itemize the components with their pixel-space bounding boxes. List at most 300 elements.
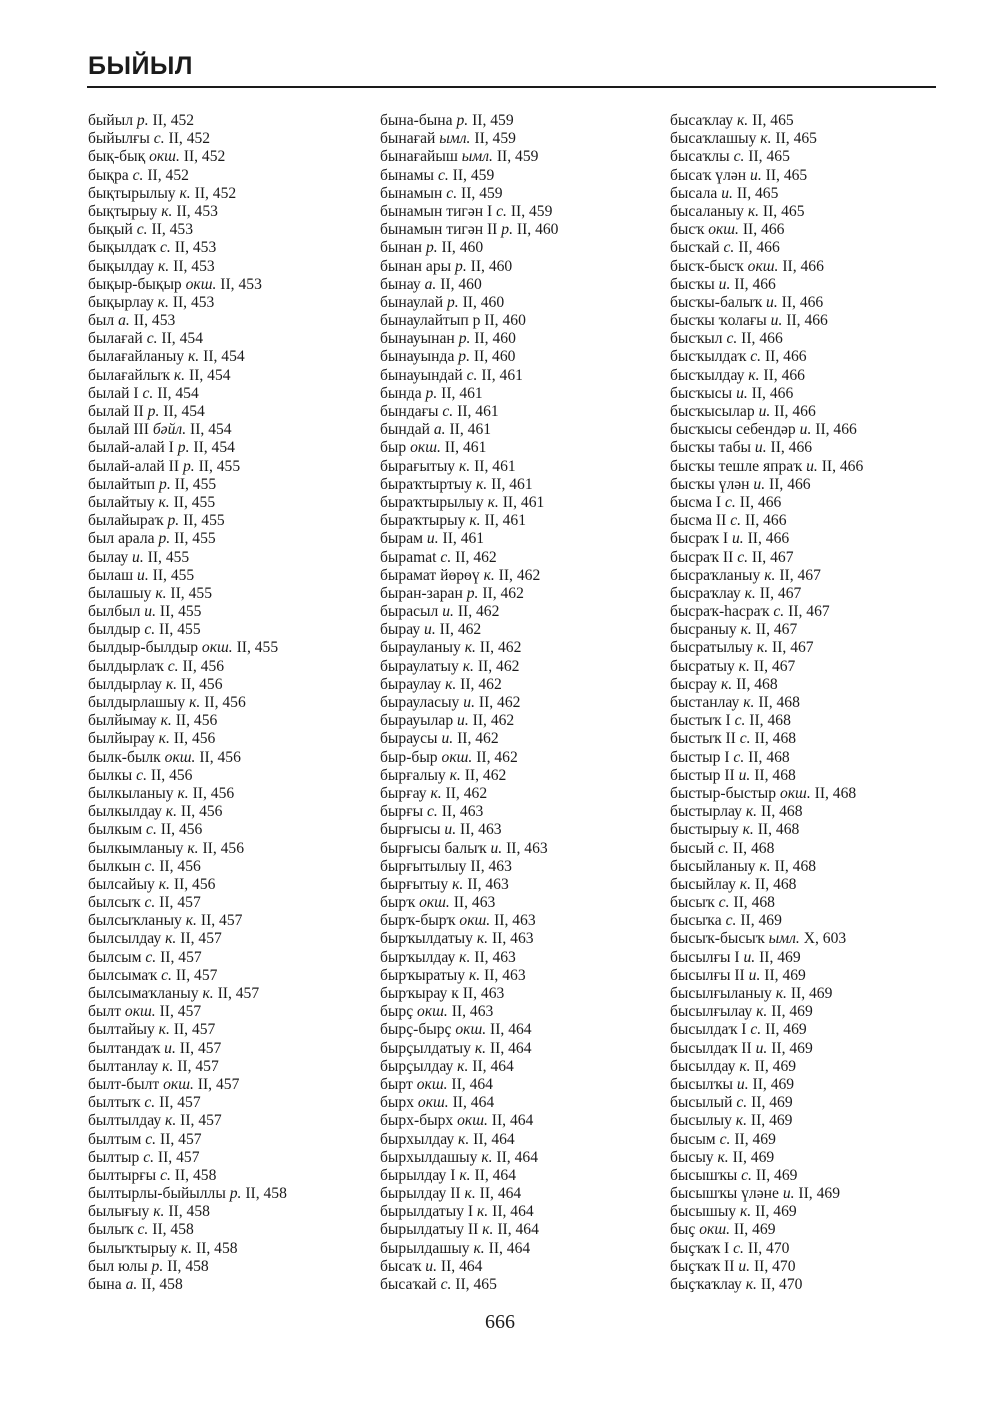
entry-grammar-mark: с. (466, 366, 478, 384)
entry-grammar-mark: к. (188, 348, 200, 366)
entry-headword: бысыу (670, 1148, 714, 1166)
entry-reference: II, 463 (467, 875, 509, 893)
index-column-1 (88, 112, 287, 1294)
entry-headword: бынан ары (380, 257, 452, 275)
entry-reference: II, 453 (174, 239, 217, 257)
index-entry (88, 367, 287, 385)
entry-grammar-mark: к. (464, 1185, 476, 1203)
entry-reference: II, 462 (457, 730, 499, 748)
entry-reference: II, 462 (477, 657, 520, 675)
index-entry (670, 549, 863, 567)
index-entry (88, 639, 287, 657)
index-entry (88, 930, 287, 948)
index-entry (670, 294, 863, 312)
entry-reference: II, 460 (473, 348, 516, 366)
entry-reference: II, 458 (167, 1257, 209, 1275)
entry-reference: II, 455 (173, 493, 216, 511)
index-entry (380, 512, 558, 530)
entry-grammar-mark: к. (748, 366, 760, 384)
index-entry (670, 1167, 863, 1185)
entry-reference: II, 457 (179, 1039, 222, 1057)
index-entry (670, 1112, 863, 1130)
index-entry (88, 603, 287, 621)
entry-reference: II, 468 (757, 821, 800, 839)
index-entry (380, 767, 558, 785)
entry-reference: II, 468 (814, 784, 857, 802)
index-entry (88, 1076, 287, 1094)
index-entry (380, 876, 558, 894)
entry-reference: II, 462 (439, 621, 482, 639)
index-entry (88, 348, 287, 366)
entry-headword: бына-бына (380, 112, 453, 129)
entry-grammar-mark: к. (717, 1148, 729, 1166)
entry-headword: бысылдаҡ II (670, 1039, 752, 1057)
entry-reference: II, 457 (217, 985, 260, 1002)
entry-grammar-mark: к. (180, 1239, 193, 1257)
entry-headword: былай-алай I (88, 439, 174, 457)
index-entry (88, 912, 287, 930)
entry-grammar-mark: с. (143, 1148, 155, 1166)
entry-reference: II, 468 (758, 694, 800, 711)
index-entry (88, 840, 287, 858)
index-entry (380, 967, 558, 985)
entry-grammar-mark: с. (153, 130, 165, 148)
entry-grammar-mark: и. (806, 457, 818, 475)
entry-reference: II, 458 (196, 1239, 238, 1257)
entry-reference: II, 469 (771, 1003, 813, 1021)
index-entry (88, 403, 287, 421)
entry-grammar-mark: к. (760, 130, 772, 148)
entry-reference: II, 458 (141, 1276, 183, 1293)
entry-grammar-mark: к. (739, 875, 751, 893)
entry-headword: быраҡтырыу (380, 512, 466, 530)
entry-headword: бықылдау (88, 257, 155, 275)
entry-grammar-mark: к. (459, 948, 471, 966)
entry-headword: бықтырыу (88, 202, 158, 220)
entry-grammar-mark: к. (474, 1039, 487, 1057)
entry-headword: былкым (88, 821, 143, 839)
entry-reference: II, 457 (159, 894, 201, 912)
index-entry (670, 821, 863, 839)
entry-reference: II, 467 (772, 639, 814, 657)
entry-grammar-mark: к. (476, 930, 489, 948)
index-entry (380, 330, 558, 348)
entry-grammar-mark: а. (433, 421, 446, 439)
entry-grammar-mark: р. (466, 584, 479, 602)
entry-grammar-mark: с. (146, 821, 157, 839)
index-entry (670, 985, 863, 1003)
entry-grammar-mark: и. (718, 275, 731, 293)
entry-headword: был (88, 312, 115, 330)
entry-grammar-mark: с. (719, 1130, 731, 1148)
index-entry (380, 1112, 558, 1130)
entry-headword: бырхылдашыу (380, 1148, 478, 1166)
entry-grammar-mark: к. (179, 184, 191, 202)
index-entry (670, 385, 863, 403)
entry-grammar-mark: ымл. (461, 148, 493, 166)
entry-grammar-mark: к. (158, 257, 170, 275)
index-entry (670, 1240, 863, 1258)
entry-grammar-mark: и. (457, 712, 469, 730)
entry-reference: II, 463 (441, 803, 484, 821)
entry-headword: бықтырылыу (88, 184, 176, 202)
index-entry (88, 1021, 287, 1039)
index-entry (88, 185, 287, 203)
index-entry (670, 912, 863, 930)
entry-grammar-mark: к. (469, 512, 481, 530)
entry-reference: II, 465 (762, 202, 805, 220)
entry-reference: II, 469 (754, 1057, 797, 1075)
entry-reference: II, 466 (821, 457, 864, 475)
entry-reference: II, 466 (782, 257, 824, 275)
entry-headword: бысраҡлау (670, 584, 741, 602)
entry-reference: II, 460 (484, 312, 526, 330)
entry-reference: II, 456 (173, 730, 216, 748)
entry-headword: бысратыу (670, 657, 735, 675)
entry-grammar-mark: к. (165, 930, 177, 948)
entry-reference: II, 464 (474, 1166, 517, 1184)
index-entry (380, 730, 558, 748)
entry-headword: бырҡыратыу (380, 966, 466, 984)
entry-headword: былдыр (88, 621, 141, 639)
index-entry (670, 730, 863, 748)
entry-headword: бысраҡ-һасраҡ (670, 603, 770, 621)
entry-reference: II, 466 (763, 366, 805, 384)
entry-grammar-mark: к. (744, 584, 756, 602)
index-entry (88, 676, 287, 694)
index-entry (670, 1076, 863, 1094)
entry-headword: бысраҡланыу (670, 566, 761, 584)
index-entry (88, 312, 287, 330)
entry-grammar-mark: окш. (457, 1112, 488, 1130)
index-entry (380, 476, 558, 494)
entry-headword: бысҡысы (670, 384, 733, 402)
entry-reference: II, 462 (472, 712, 515, 730)
entry-grammar-mark: с. (736, 1094, 748, 1112)
index-entry (670, 203, 863, 221)
entry-headword: бырам (380, 530, 423, 548)
index-entry (88, 1221, 287, 1239)
entry-grammar-mark: к. (161, 202, 173, 220)
entry-grammar-mark: окш. (699, 1221, 731, 1239)
index-entry (670, 949, 863, 967)
index-entry (88, 439, 287, 457)
entry-grammar-mark: с. (773, 603, 785, 621)
entry-reference: II, 454 (157, 384, 199, 402)
entry-headword: былай II (88, 403, 144, 420)
entry-reference: II, 459 (496, 148, 539, 166)
entry-grammar-mark: окш. (455, 1021, 487, 1039)
entry-headword: бықылдаҡ (88, 239, 157, 257)
entry-headword: былйымау (88, 712, 157, 730)
entry-headword: былаш (88, 566, 134, 584)
entry-grammar-mark: к. (481, 1148, 493, 1166)
index-entry (670, 676, 863, 694)
entry-headword: бысҡ (670, 221, 705, 239)
index-entry (88, 258, 287, 276)
entry-headword: бысыҡа (670, 912, 722, 930)
entry-reference: II, 468 (754, 766, 796, 784)
entry-headword: бысҡы ҡолағы (670, 312, 767, 330)
entry-grammar-mark: с. (440, 1276, 452, 1293)
entry-grammar-mark: с. (145, 948, 157, 966)
entry-reference: II, 466 (815, 421, 857, 439)
entry-grammar-mark: ымл. (768, 930, 800, 948)
entry-headword: бындағы (380, 403, 439, 420)
entry-headword: бырғытыу (380, 875, 449, 893)
index-entry (88, 530, 287, 548)
entry-reference: II, 456 (182, 657, 225, 675)
entry-reference: II, 455 (147, 548, 190, 566)
entry-headword: быстыр I (670, 748, 730, 766)
entry-reference: II, 463 (484, 966, 526, 984)
entry-grammar-mark: окш. (779, 784, 811, 802)
index-entry (88, 1058, 287, 1076)
entry-grammar-mark: к. (177, 784, 189, 802)
entry-grammar-mark: к. (162, 1057, 174, 1075)
index-entry (670, 567, 863, 585)
index-entry (670, 749, 863, 767)
entry-grammar-mark: окш. (441, 748, 473, 766)
entry-headword: быран-заран (380, 584, 463, 602)
entry-grammar-mark: с. (725, 912, 737, 930)
entry-grammar-mark: с. (718, 894, 730, 912)
entry-grammar-mark: к. (756, 1003, 768, 1021)
index-entry (380, 1076, 558, 1094)
index-entry (380, 1258, 558, 1276)
entry-headword: бынамын (380, 184, 443, 202)
entry-grammar-mark: р. (136, 112, 149, 129)
entry-headword: бырғысы (380, 821, 441, 839)
index-entry (88, 585, 287, 603)
entry-headword: бысыйланыу (670, 857, 756, 875)
index-entry (88, 1131, 287, 1149)
entry-reference: II, 467 (759, 584, 802, 602)
entry-headword: бысылыу (670, 1112, 732, 1130)
entry-reference: II, 461 (441, 384, 483, 402)
entry-grammar-mark: к. (165, 803, 177, 821)
entry-reference: II, 459 (510, 202, 553, 220)
index-entry (88, 1258, 287, 1276)
entry-headword: былбыл (88, 603, 141, 621)
entry-grammar-mark: к. (158, 730, 170, 748)
entry-reference: II, 463 (460, 821, 502, 839)
entry-headword: бысыҡ (670, 894, 715, 912)
entry-reference: II, 457 (197, 1075, 240, 1093)
entry-grammar-mark: окш. (201, 639, 233, 657)
index-entry (380, 439, 558, 457)
index-entry (670, 1131, 863, 1149)
entry-grammar-mark: к. (449, 766, 461, 784)
entry-reference: II, 460 (516, 221, 559, 239)
entry-headword: быраулау (380, 675, 442, 693)
index-entry (670, 458, 863, 476)
entry-grammar-mark: к. (452, 875, 464, 893)
entry-grammar-mark: окш. (417, 1003, 448, 1021)
entry-reference: II, 456 (202, 839, 245, 857)
index-entry (88, 167, 287, 185)
index-entry (88, 458, 287, 476)
index-entry (380, 1221, 558, 1239)
entry-grammar-mark: к. (745, 803, 758, 821)
index-entry (380, 276, 558, 294)
entry-reference: II, 458 (174, 1166, 217, 1184)
entry-grammar-mark: окш. (410, 439, 441, 457)
entry-reference: II, 457 (173, 1021, 216, 1039)
entry-headword: бырҡырау к II, 463 (380, 985, 505, 1002)
entry-headword: былкыланыу (88, 784, 174, 802)
entry-grammar-mark: к. (165, 675, 178, 693)
entry-grammar-mark: р. (446, 293, 459, 311)
entry-reference: II, 453 (173, 257, 215, 275)
entry-headword: бырылдау II (380, 1185, 461, 1203)
entry-grammar-mark: с. (737, 548, 749, 566)
entry-reference: II, 454 (163, 403, 205, 420)
entry-reference: II, 459 (461, 184, 503, 202)
entry-reference: II, 469 (764, 966, 806, 984)
entry-headword: бынауынан (380, 330, 455, 348)
entry-headword: бырылдатыу I (380, 1203, 474, 1221)
index-entry (88, 730, 287, 748)
entry-grammar-mark: к. (742, 821, 754, 839)
entry-reference: II, 466 (764, 348, 807, 366)
index-entry (380, 167, 558, 185)
entry-headword: бынауында (380, 348, 455, 366)
entry-reference: II, 468 (754, 730, 797, 748)
entry-grammar-mark: и. (144, 603, 156, 621)
index-entry (670, 621, 863, 639)
index-entry (670, 1221, 863, 1239)
index-entry (670, 403, 863, 421)
entry-grammar-mark: и. (441, 730, 454, 748)
entry-reference: II, 456 (175, 712, 218, 730)
index-entry (670, 348, 863, 366)
entry-reference: II, 453 (172, 293, 215, 311)
entry-grammar-mark: бәйл. (152, 421, 187, 439)
index-entry (380, 676, 558, 694)
entry-headword: бықырлау (88, 293, 154, 311)
entry-reference: II, 464 (492, 1203, 534, 1221)
entry-grammar-mark: к. (157, 293, 169, 311)
entry-grammar-mark: к. (745, 1276, 757, 1293)
index-entry (380, 621, 558, 639)
entry-reference: II, 455 (236, 639, 279, 657)
entry-headword: бысҡы-балыҡ (670, 293, 763, 311)
entry-headword: бысылғылау (670, 1003, 753, 1021)
entry-grammar-mark: р. (455, 257, 467, 275)
entry-headword: бысыҡ-бысыҡ (670, 930, 765, 948)
entry-headword: былк-былк (88, 748, 161, 766)
index-entry (88, 148, 287, 166)
entry-grammar-mark: с. (167, 657, 179, 675)
entry-grammar-mark: и. (463, 694, 475, 711)
entry-headword: былағайланыу (88, 348, 185, 366)
index-entry (380, 840, 558, 858)
index-entry (380, 785, 558, 803)
entry-grammar-mark: с. (741, 1166, 752, 1184)
entry-grammar-mark: к. (160, 712, 172, 730)
entry-reference: II, 456 (150, 766, 193, 784)
entry-headword: бырамат йөрөү (380, 566, 480, 584)
entry-reference: II, 465 (748, 148, 790, 166)
entry-reference: II, 462 (479, 639, 522, 657)
entry-reference: II, 468 (774, 857, 817, 875)
entry-reference: II, 464 (479, 1185, 522, 1203)
entry-reference: II, 455 (170, 584, 212, 602)
index-entry (670, 167, 863, 185)
entry-headword: былау (88, 548, 129, 566)
index-entry (380, 1203, 558, 1221)
entry-headword: бынаулай (380, 293, 444, 311)
index-entry (670, 967, 863, 985)
entry-headword: бысаҡ (380, 1257, 422, 1275)
entry-reference: II, 469 (771, 1039, 813, 1057)
entry-reference: II, 466 (744, 512, 787, 530)
index-entry (670, 858, 863, 876)
entry-headword: быҫ (670, 1221, 696, 1239)
entry-reference: II, 461 (491, 475, 533, 493)
index-entry (670, 239, 863, 257)
entry-grammar-mark: к. (459, 457, 471, 475)
entry-reference: II, 466 (786, 312, 828, 330)
index-entry (670, 1021, 863, 1039)
index-entry (380, 385, 558, 403)
index-entry (380, 549, 558, 567)
index-entry (670, 1058, 863, 1076)
entry-headword: бысҡысылар (670, 403, 755, 420)
entry-grammar-mark: к. (173, 366, 186, 384)
entry-grammar-mark: с. (734, 712, 746, 730)
entry-headword: бысаланыу (670, 202, 744, 220)
entry-grammar-mark: окш. (747, 257, 779, 275)
index-entry (670, 840, 863, 858)
entry-headword: бысылғыланыу (670, 985, 772, 1002)
entry-headword: бындай (380, 421, 430, 439)
entry-reference: II, 458 (168, 1203, 210, 1221)
index-entry (380, 312, 558, 330)
entry-headword: бысҡысы себендәр (670, 421, 796, 439)
entry-grammar-mark: окш. (417, 1094, 449, 1112)
entry-reference: II, 459 (472, 112, 514, 129)
entry-reference: II, 464 (440, 1257, 483, 1275)
entry-headword: былтым (88, 1130, 142, 1148)
index-entry (88, 1003, 287, 1021)
entry-reference: II, 466 (738, 239, 780, 257)
entry-headword: былтандаҡ (88, 1039, 161, 1057)
entry-grammar-mark: р. (425, 239, 438, 257)
entry-reference: II, 462 (460, 675, 502, 693)
entry-grammar-mark: с. (137, 1221, 149, 1239)
entry-headword: бырылдатыу II (380, 1221, 479, 1239)
index-entry (670, 694, 863, 712)
entry-headword: бырауласыу (380, 694, 460, 711)
index-entry (670, 658, 863, 676)
entry-grammar-mark: к. (202, 985, 214, 1002)
entry-grammar-mark: и. (782, 1185, 795, 1203)
entry-reference: II, 468 (732, 839, 775, 857)
entry-headword: бысылый (670, 1094, 733, 1112)
entry-reference: II, 465 (775, 130, 817, 148)
entry-reference: II, 461 (474, 457, 516, 475)
entry-grammar-mark: окш. (164, 748, 196, 766)
entry-reference: II, 459 (452, 166, 495, 184)
entry-reference: II, 461 (449, 421, 492, 439)
entry-headword: бысылҡы (670, 1075, 734, 1093)
entry-grammar-mark: и. (426, 530, 439, 548)
index-entry (380, 639, 558, 657)
entry-grammar-mark: с. (733, 1239, 744, 1257)
entry-grammar-mark: с. (733, 148, 745, 166)
